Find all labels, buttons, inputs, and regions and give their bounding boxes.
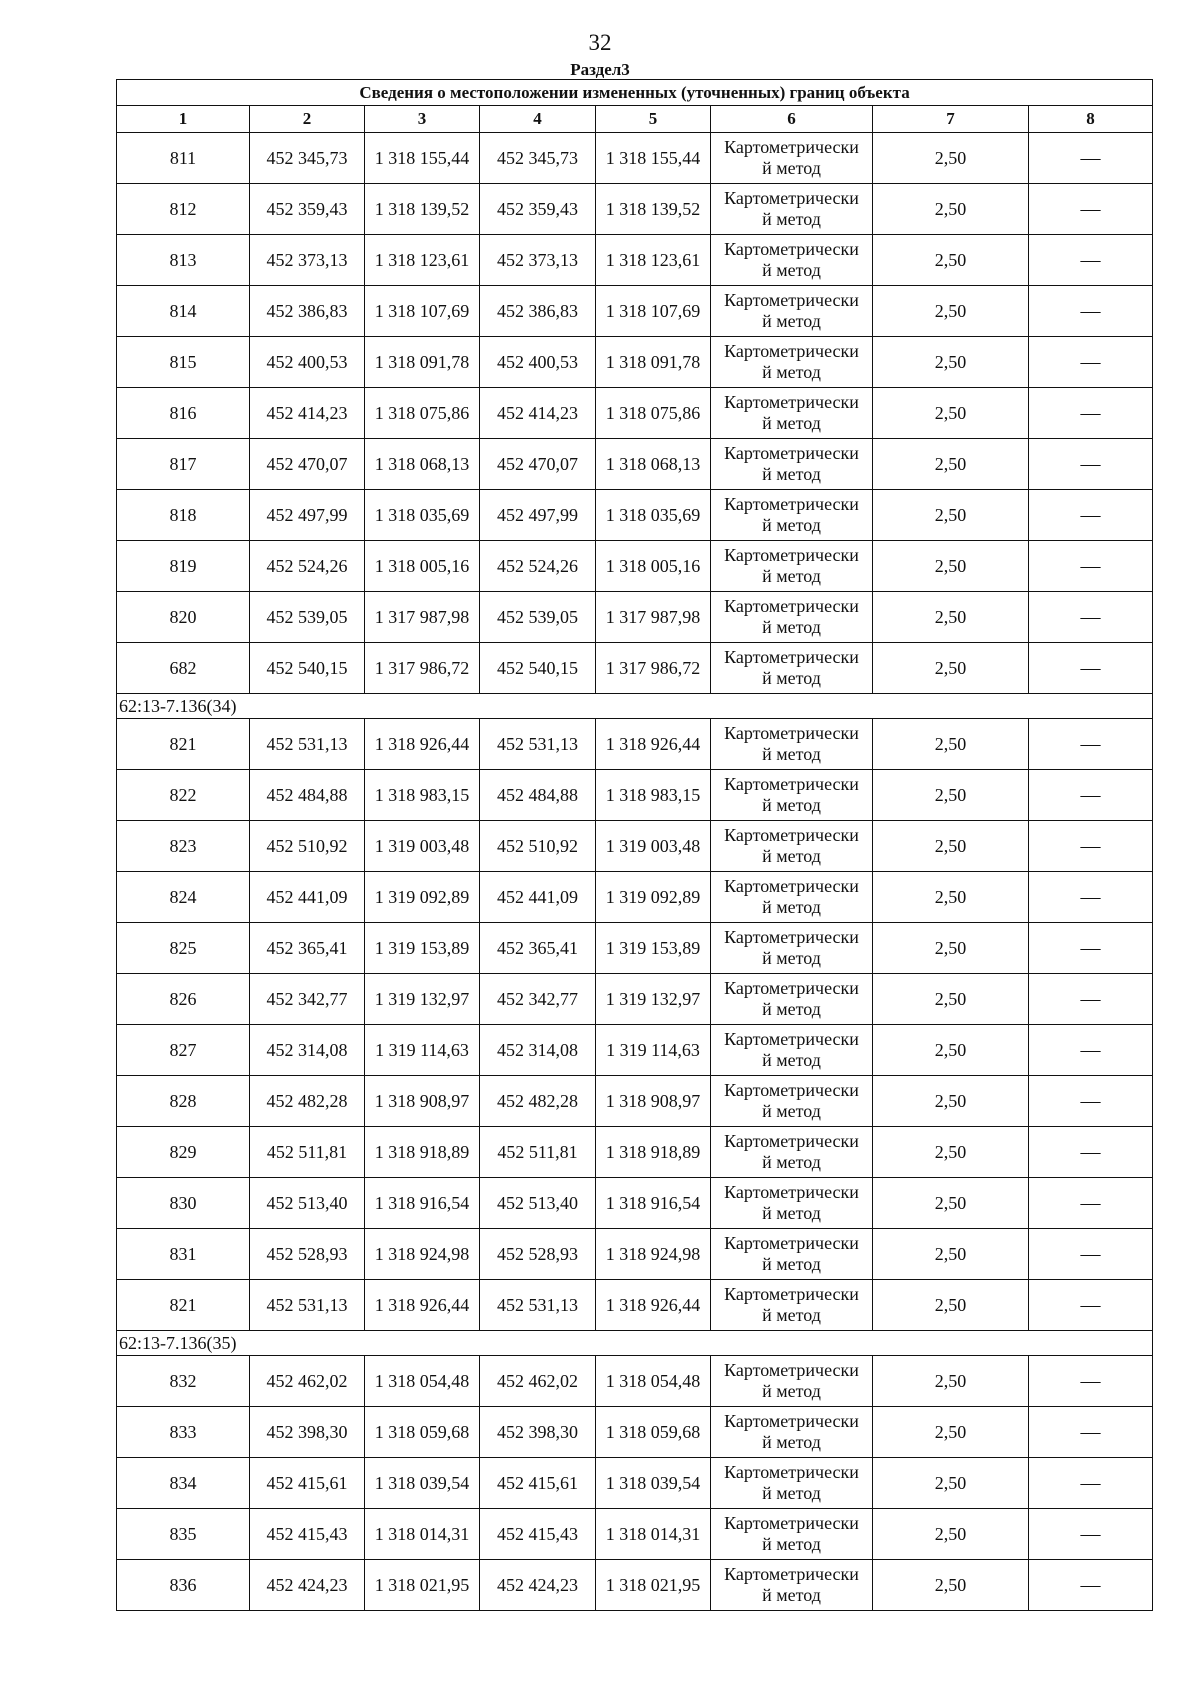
table-row (117, 1076, 1153, 1127)
x-new-cell: 452 314,08 (480, 1025, 596, 1076)
method-cell: Картометрически й метод (711, 1127, 873, 1178)
y-new-cell: 1 318 123,61 (596, 235, 711, 286)
y-old-cell: 1 318 075,86 (365, 388, 480, 439)
method-cell: Картометрически й метод (711, 1356, 873, 1407)
table-row (117, 1458, 1153, 1509)
x-old-cell: 452 531,13 (250, 719, 365, 770)
method-cell: Картометрически й метод (711, 1458, 873, 1509)
accuracy-cell: 2,50 (873, 821, 1029, 872)
description-cell: — (1029, 1229, 1153, 1280)
point-number-cell: 831 (117, 1229, 250, 1280)
table-row (117, 541, 1153, 592)
table-row (117, 592, 1153, 643)
boundary-table (116, 79, 1153, 1611)
y-old-cell: 1 319 003,48 (365, 821, 480, 872)
y-new-cell: 1 318 926,44 (596, 1280, 711, 1331)
x-old-cell: 452 314,08 (250, 1025, 365, 1076)
y-new-cell: 1 318 918,89 (596, 1127, 711, 1178)
x-new-cell: 452 531,13 (480, 719, 596, 770)
column-number-header: 8 (1029, 106, 1153, 133)
point-number-cell: 829 (117, 1127, 250, 1178)
method-cell: Картометрически й метод (711, 541, 873, 592)
accuracy-cell: 2,50 (873, 1280, 1029, 1331)
point-number-cell: 682 (117, 643, 250, 694)
y-new-cell: 1 318 155,44 (596, 133, 711, 184)
x-new-cell: 452 415,61 (480, 1458, 596, 1509)
x-old-cell: 452 398,30 (250, 1407, 365, 1458)
table-row (117, 184, 1153, 235)
point-number-cell: 824 (117, 872, 250, 923)
table-row (117, 388, 1153, 439)
y-old-cell: 1 319 092,89 (365, 872, 480, 923)
description-cell: — (1029, 643, 1153, 694)
accuracy-cell: 2,50 (873, 1560, 1029, 1611)
y-new-cell: 1 318 983,15 (596, 770, 711, 821)
point-number-cell: 820 (117, 592, 250, 643)
x-old-cell: 452 528,93 (250, 1229, 365, 1280)
x-new-cell: 452 386,83 (480, 286, 596, 337)
x-new-cell: 452 400,53 (480, 337, 596, 388)
column-number-header: 2 (250, 106, 365, 133)
method-cell: Картометрически й метод (711, 1560, 873, 1611)
y-old-cell: 1 318 983,15 (365, 770, 480, 821)
table-row (117, 974, 1153, 1025)
group-label: 62:13-7.136(35) (117, 1331, 1153, 1356)
description-cell: — (1029, 1025, 1153, 1076)
description-cell: — (1029, 1280, 1153, 1331)
x-new-cell: 452 482,28 (480, 1076, 596, 1127)
y-old-cell: 1 318 059,68 (365, 1407, 480, 1458)
method-cell: Картометрически й метод (711, 337, 873, 388)
point-number-cell: 813 (117, 235, 250, 286)
y-new-cell: 1 319 114,63 (596, 1025, 711, 1076)
y-old-cell: 1 318 155,44 (365, 133, 480, 184)
point-number-cell: 836 (117, 1560, 250, 1611)
point-number-cell: 822 (117, 770, 250, 821)
method-cell: Картометрически й метод (711, 1076, 873, 1127)
point-number-cell: 821 (117, 1280, 250, 1331)
table-row (117, 1356, 1153, 1407)
column-number-header: 5 (596, 106, 711, 133)
description-cell: — (1029, 1127, 1153, 1178)
table-row (117, 643, 1153, 694)
table-row (117, 439, 1153, 490)
y-new-cell: 1 318 926,44 (596, 719, 711, 770)
description-cell: — (1029, 1407, 1153, 1458)
method-cell: Картометрически й метод (711, 1178, 873, 1229)
x-new-cell: 452 511,81 (480, 1127, 596, 1178)
point-number-cell: 826 (117, 974, 250, 1025)
accuracy-cell: 2,50 (873, 184, 1029, 235)
y-old-cell: 1 318 123,61 (365, 235, 480, 286)
x-old-cell: 452 415,43 (250, 1509, 365, 1560)
x-new-cell: 452 540,15 (480, 643, 596, 694)
y-new-cell: 1 319 092,89 (596, 872, 711, 923)
table-row (117, 719, 1153, 770)
point-number-cell: 830 (117, 1178, 250, 1229)
table-row (117, 1280, 1153, 1331)
x-old-cell: 452 524,26 (250, 541, 365, 592)
description-cell: — (1029, 1178, 1153, 1229)
x-old-cell: 452 342,77 (250, 974, 365, 1025)
accuracy-cell: 2,50 (873, 719, 1029, 770)
description-cell: — (1029, 719, 1153, 770)
description-cell: — (1029, 541, 1153, 592)
method-cell: Картометрически й метод (711, 1280, 873, 1331)
accuracy-cell: 2,50 (873, 1127, 1029, 1178)
y-old-cell: 1 318 916,54 (365, 1178, 480, 1229)
y-new-cell: 1 318 059,68 (596, 1407, 711, 1458)
table-row (117, 490, 1153, 541)
point-number-cell: 835 (117, 1509, 250, 1560)
x-new-cell: 452 497,99 (480, 490, 596, 541)
x-new-cell: 452 441,09 (480, 872, 596, 923)
table-row (117, 770, 1153, 821)
method-cell: Картометрически й метод (711, 133, 873, 184)
method-cell: Картометрически й метод (711, 872, 873, 923)
method-cell: Картометрически й метод (711, 643, 873, 694)
x-old-cell: 452 497,99 (250, 490, 365, 541)
x-old-cell: 452 470,07 (250, 439, 365, 490)
y-new-cell: 1 318 005,16 (596, 541, 711, 592)
y-old-cell: 1 318 005,16 (365, 541, 480, 592)
table-row (117, 1025, 1153, 1076)
y-old-cell: 1 318 918,89 (365, 1127, 480, 1178)
accuracy-cell: 2,50 (873, 235, 1029, 286)
accuracy-cell: 2,50 (873, 490, 1029, 541)
y-new-cell: 1 318 091,78 (596, 337, 711, 388)
x-old-cell: 452 511,81 (250, 1127, 365, 1178)
accuracy-cell: 2,50 (873, 286, 1029, 337)
y-new-cell: 1 318 908,97 (596, 1076, 711, 1127)
table-row (117, 1178, 1153, 1229)
description-cell: — (1029, 490, 1153, 541)
x-new-cell: 452 342,77 (480, 974, 596, 1025)
table-row (117, 872, 1153, 923)
group-label-row (117, 1331, 1153, 1356)
description-cell: — (1029, 286, 1153, 337)
y-new-cell: 1 318 916,54 (596, 1178, 711, 1229)
x-new-cell: 452 345,73 (480, 133, 596, 184)
table-row (117, 133, 1153, 184)
table-row (117, 286, 1153, 337)
point-number-cell: 812 (117, 184, 250, 235)
accuracy-cell: 2,50 (873, 1025, 1029, 1076)
y-old-cell: 1 319 132,97 (365, 974, 480, 1025)
accuracy-cell: 2,50 (873, 770, 1029, 821)
y-old-cell: 1 318 926,44 (365, 1280, 480, 1331)
column-number-header: 6 (711, 106, 873, 133)
point-number-cell: 816 (117, 388, 250, 439)
table-row (117, 1509, 1153, 1560)
accuracy-cell: 2,50 (873, 541, 1029, 592)
group-label: 62:13-7.136(34) (117, 694, 1153, 719)
method-cell: Картометрически й метод (711, 821, 873, 872)
y-old-cell: 1 318 924,98 (365, 1229, 480, 1280)
group-label-row (117, 694, 1153, 719)
point-number-cell: 811 (117, 133, 250, 184)
method-cell: Картометрически й метод (711, 286, 873, 337)
x-new-cell: 452 531,13 (480, 1280, 596, 1331)
column-number-row (117, 106, 1153, 133)
x-old-cell: 452 415,61 (250, 1458, 365, 1509)
y-new-cell: 1 319 153,89 (596, 923, 711, 974)
y-new-cell: 1 318 021,95 (596, 1560, 711, 1611)
column-number-header: 3 (365, 106, 480, 133)
table-row (117, 1407, 1153, 1458)
x-new-cell: 452 513,40 (480, 1178, 596, 1229)
column-number-header: 1 (117, 106, 250, 133)
method-cell: Картометрически й метод (711, 719, 873, 770)
table-row (117, 1560, 1153, 1611)
description-cell: — (1029, 923, 1153, 974)
table-caption: Сведения о местоположении измененных (уточненных) границ объекта (117, 80, 1153, 106)
y-old-cell: 1 318 035,69 (365, 490, 480, 541)
y-new-cell: 1 318 068,13 (596, 439, 711, 490)
table-row (117, 1127, 1153, 1178)
method-cell: Картометрически й метод (711, 592, 873, 643)
x-new-cell: 452 424,23 (480, 1560, 596, 1611)
description-cell: — (1029, 974, 1153, 1025)
y-old-cell: 1 318 021,95 (365, 1560, 480, 1611)
y-new-cell: 1 318 014,31 (596, 1509, 711, 1560)
x-old-cell: 452 400,53 (250, 337, 365, 388)
y-old-cell: 1 318 139,52 (365, 184, 480, 235)
x-old-cell: 452 482,28 (250, 1076, 365, 1127)
section-title: Раздел3 (570, 60, 630, 79)
method-cell: Картометрически й метод (711, 1025, 873, 1076)
x-old-cell: 452 513,40 (250, 1178, 365, 1229)
y-new-cell: 1 318 035,69 (596, 490, 711, 541)
description-cell: — (1029, 1458, 1153, 1509)
x-new-cell: 452 462,02 (480, 1356, 596, 1407)
method-cell: Картометрически й метод (711, 770, 873, 821)
description-cell: — (1029, 821, 1153, 872)
x-old-cell: 452 424,23 (250, 1560, 365, 1611)
y-old-cell: 1 319 114,63 (365, 1025, 480, 1076)
point-number-cell: 819 (117, 541, 250, 592)
point-number-cell: 814 (117, 286, 250, 337)
x-old-cell: 452 531,13 (250, 1280, 365, 1331)
accuracy-cell: 2,50 (873, 1229, 1029, 1280)
x-new-cell: 452 524,26 (480, 541, 596, 592)
description-cell: — (1029, 770, 1153, 821)
description-cell: — (1029, 337, 1153, 388)
accuracy-cell: 2,50 (873, 1407, 1029, 1458)
y-old-cell: 1 317 986,72 (365, 643, 480, 694)
point-number-cell: 825 (117, 923, 250, 974)
description-cell: — (1029, 235, 1153, 286)
x-new-cell: 452 359,43 (480, 184, 596, 235)
y-new-cell: 1 318 075,86 (596, 388, 711, 439)
accuracy-cell: 2,50 (873, 1356, 1029, 1407)
accuracy-cell: 2,50 (873, 388, 1029, 439)
x-new-cell: 452 484,88 (480, 770, 596, 821)
accuracy-cell: 2,50 (873, 643, 1029, 694)
accuracy-cell: 2,50 (873, 337, 1029, 388)
x-old-cell: 452 462,02 (250, 1356, 365, 1407)
x-old-cell: 452 386,83 (250, 286, 365, 337)
method-cell: Картометрически й метод (711, 184, 873, 235)
y-new-cell: 1 319 132,97 (596, 974, 711, 1025)
x-new-cell: 452 398,30 (480, 1407, 596, 1458)
accuracy-cell: 2,50 (873, 133, 1029, 184)
table-row (117, 923, 1153, 974)
description-cell: — (1029, 133, 1153, 184)
table-row (117, 1229, 1153, 1280)
point-number-cell: 818 (117, 490, 250, 541)
accuracy-cell: 2,50 (873, 439, 1029, 490)
x-old-cell: 452 540,15 (250, 643, 365, 694)
method-cell: Картометрически й метод (711, 388, 873, 439)
x-old-cell: 452 345,73 (250, 133, 365, 184)
description-cell: — (1029, 1076, 1153, 1127)
x-old-cell: 452 414,23 (250, 388, 365, 439)
method-cell: Картометрически й метод (711, 439, 873, 490)
page-number: 32 (588, 30, 612, 55)
y-new-cell: 1 318 139,52 (596, 184, 711, 235)
column-number-header: 4 (480, 106, 596, 133)
accuracy-cell: 2,50 (873, 1178, 1029, 1229)
table-row (117, 235, 1153, 286)
table-body (117, 133, 1153, 1611)
y-old-cell: 1 317 987,98 (365, 592, 480, 643)
x-old-cell: 452 539,05 (250, 592, 365, 643)
y-old-cell: 1 318 926,44 (365, 719, 480, 770)
point-number-cell: 815 (117, 337, 250, 388)
y-old-cell: 1 318 107,69 (365, 286, 480, 337)
description-cell: — (1029, 872, 1153, 923)
y-old-cell: 1 318 014,31 (365, 1509, 480, 1560)
x-new-cell: 452 415,43 (480, 1509, 596, 1560)
point-number-cell: 832 (117, 1356, 250, 1407)
x-old-cell: 452 359,43 (250, 184, 365, 235)
table-row (117, 821, 1153, 872)
description-cell: — (1029, 592, 1153, 643)
x-new-cell: 452 539,05 (480, 592, 596, 643)
y-new-cell: 1 318 054,48 (596, 1356, 711, 1407)
point-number-cell: 828 (117, 1076, 250, 1127)
y-new-cell: 1 317 986,72 (596, 643, 711, 694)
x-new-cell: 452 528,93 (480, 1229, 596, 1280)
x-old-cell: 452 510,92 (250, 821, 365, 872)
column-number-header: 7 (873, 106, 1029, 133)
accuracy-cell: 2,50 (873, 592, 1029, 643)
x-old-cell: 452 484,88 (250, 770, 365, 821)
point-number-cell: 833 (117, 1407, 250, 1458)
method-cell: Картометрически й метод (711, 1509, 873, 1560)
accuracy-cell: 2,50 (873, 1509, 1029, 1560)
accuracy-cell: 2,50 (873, 974, 1029, 1025)
description-cell: — (1029, 1560, 1153, 1611)
accuracy-cell: 2,50 (873, 1458, 1029, 1509)
method-cell: Картометрически й метод (711, 490, 873, 541)
description-cell: — (1029, 1509, 1153, 1560)
point-number-cell: 821 (117, 719, 250, 770)
x-new-cell: 452 470,07 (480, 439, 596, 490)
x-old-cell: 452 365,41 (250, 923, 365, 974)
method-cell: Картометрически й метод (711, 923, 873, 974)
method-cell: Картометрически й метод (711, 974, 873, 1025)
y-new-cell: 1 317 987,98 (596, 592, 711, 643)
accuracy-cell: 2,50 (873, 872, 1029, 923)
point-number-cell: 827 (117, 1025, 250, 1076)
method-cell: Картометрически й метод (711, 1407, 873, 1458)
table-row (117, 337, 1153, 388)
point-number-cell: 834 (117, 1458, 250, 1509)
description-cell: — (1029, 1356, 1153, 1407)
description-cell: — (1029, 184, 1153, 235)
y-new-cell: 1 318 107,69 (596, 286, 711, 337)
y-old-cell: 1 318 054,48 (365, 1356, 480, 1407)
method-cell: Картометрически й метод (711, 1229, 873, 1280)
point-number-cell: 817 (117, 439, 250, 490)
accuracy-cell: 2,50 (873, 1076, 1029, 1127)
accuracy-cell: 2,50 (873, 923, 1029, 974)
x-new-cell: 452 414,23 (480, 388, 596, 439)
y-new-cell: 1 318 039,54 (596, 1458, 711, 1509)
y-old-cell: 1 318 039,54 (365, 1458, 480, 1509)
x-old-cell: 452 373,13 (250, 235, 365, 286)
point-number-cell: 823 (117, 821, 250, 872)
y-old-cell: 1 318 068,13 (365, 439, 480, 490)
y-new-cell: 1 318 924,98 (596, 1229, 711, 1280)
x-old-cell: 452 441,09 (250, 872, 365, 923)
y-old-cell: 1 318 091,78 (365, 337, 480, 388)
y-old-cell: 1 318 908,97 (365, 1076, 480, 1127)
x-new-cell: 452 510,92 (480, 821, 596, 872)
y-old-cell: 1 319 153,89 (365, 923, 480, 974)
x-new-cell: 452 365,41 (480, 923, 596, 974)
description-cell: — (1029, 388, 1153, 439)
y-new-cell: 1 319 003,48 (596, 821, 711, 872)
method-cell: Картометрически й метод (711, 235, 873, 286)
x-new-cell: 452 373,13 (480, 235, 596, 286)
description-cell: — (1029, 439, 1153, 490)
